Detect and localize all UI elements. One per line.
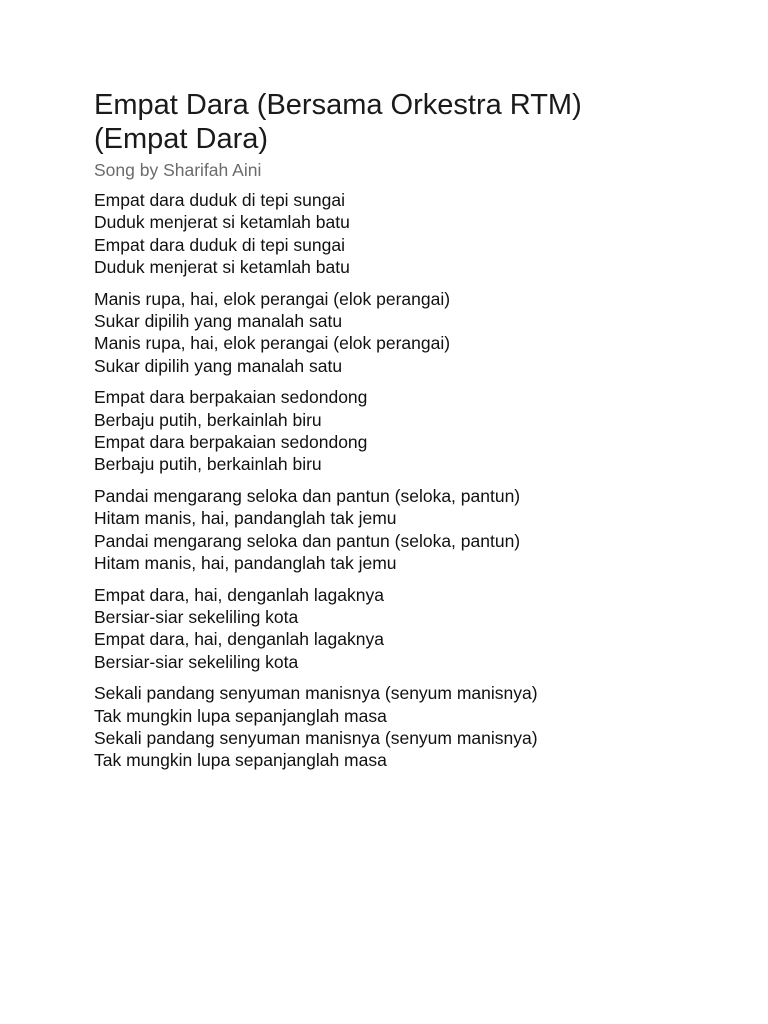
lyric-line: Berbaju putih, berkainlah biru — [94, 409, 322, 430]
lyric-line: Bersiar-siar sekeliling kota — [94, 651, 299, 672]
lyrics-page — [94, 88, 734, 781]
lyric-line: Pandai mengarang seloka dan pantun (seloka, pantun) — [94, 530, 521, 551]
lyric-line: Duduk menjerat si ketamlah batu — [94, 257, 350, 278]
lyric-line: Pandai mengarang seloka dan pantun (seloka, pantun) — [94, 485, 521, 506]
lyric-line: Empat dara duduk di tepi sungai — [94, 234, 345, 255]
stanza-4 — [94, 485, 734, 575]
lyric-line: Empat dara duduk di tepi sungai — [94, 190, 345, 210]
stanza-2 — [94, 288, 734, 378]
lyric-line: Sukar dipilih yang manalah satu — [94, 355, 343, 376]
song-title-line-1: Empat Dara (Bersama Orkestra RTM) — [94, 89, 582, 121]
stanza-5 — [94, 584, 734, 674]
lyric-line: Empat dara berpakaian sedondong — [94, 432, 368, 453]
lyric-line: Empat dara, hai, denganlah lagaknya — [94, 584, 384, 605]
lyric-line: Empat dara, hai, denganlah lagaknya — [94, 629, 384, 650]
lyric-line: Bersiar-siar sekeliling kota — [94, 606, 299, 627]
lyric-line: Sekali pandang senyuman manisnya (senyum manisnya) — [94, 683, 538, 704]
lyric-line: Berbaju putih, berkainlah biru — [94, 454, 322, 475]
lyric-line: Sekali pandang senyuman manisnya (senyum manisnya) — [94, 727, 538, 748]
lyric-line: Tak mungkin lupa sepanjanglah masa — [94, 705, 387, 726]
lyric-line: Duduk menjerat si ketamlah batu — [94, 212, 350, 233]
song-artist: Song by Sharifah Aini — [94, 160, 262, 180]
song-title-line-2: (Empat Dara) — [94, 123, 269, 155]
song-title — [94, 88, 734, 156]
stanza-6 — [94, 682, 734, 772]
lyric-line: Empat dara berpakaian sedondong — [94, 387, 368, 408]
lyric-line: Hitam manis, hai, pandanglah tak jemu — [94, 553, 397, 574]
lyric-line: Manis rupa, hai, elok perangai (elok perangai) — [94, 333, 451, 354]
lyric-line: Manis rupa, hai, elok perangai (elok perangai) — [94, 288, 451, 309]
stanza-1 — [94, 189, 734, 279]
lyric-line: Hitam manis, hai, pandanglah tak jemu — [94, 508, 397, 529]
lyric-line: Sukar dipilih yang manalah satu — [94, 311, 343, 332]
stanza-3 — [94, 386, 734, 476]
lyric-line: Tak mungkin lupa sepanjanglah masa — [94, 750, 387, 771]
